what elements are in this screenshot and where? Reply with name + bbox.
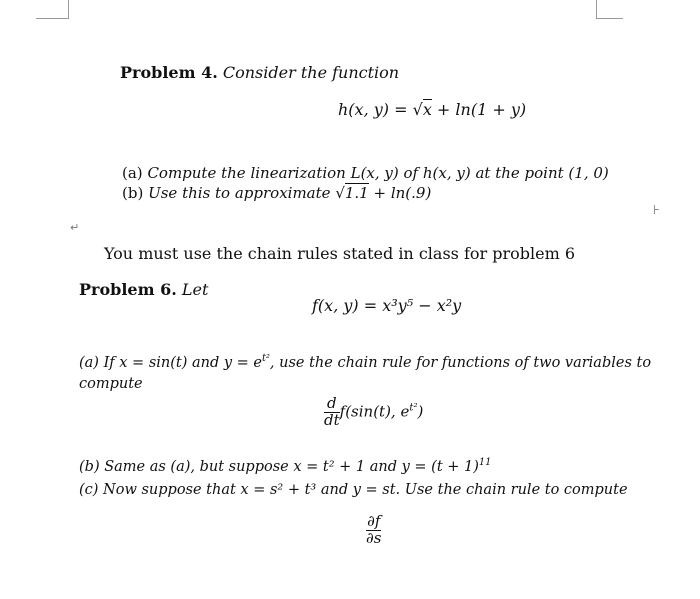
partial-fraction: [366, 514, 381, 547]
derivative-exponent: t²: [409, 402, 418, 414]
part-a-line1-rest: , use the chain rule for functions of two variables to: [269, 355, 652, 371]
problem-6-part-a-line2: compute: [79, 376, 143, 392]
partial-derivative: [366, 514, 381, 547]
partial-numerator: ∂f: [367, 512, 381, 530]
derivative-numerator: d: [324, 396, 340, 413]
part-a-exponent: t²: [262, 353, 270, 365]
part-b-label: (b): [122, 184, 144, 202]
derivative-body: f(sin(t), e: [339, 402, 410, 421]
chain-rule-note: You must use the chain rules stated in class for problem 6: [104, 244, 576, 263]
h-function-sqrt-arg: x: [422, 100, 432, 119]
part-b-6-text: (b) Same as (a), but suppose x = t² + 1 and y = (t + 1): [79, 459, 479, 475]
h-function-rest: + ln(1 + y): [431, 100, 527, 119]
part-b-text: Use this to approximate: [148, 184, 336, 202]
part-b-rest: + ln(.9): [368, 184, 432, 202]
problem-4-part-b: [122, 184, 431, 202]
part-a-line1-text: (a) If x = sin(t) and y = e: [79, 355, 262, 371]
cursor-mark-icon: ⊦: [653, 203, 660, 218]
partial-denominator: ∂s: [366, 528, 382, 547]
problem-6-part-c: (c) Now suppose that x = s² + t³ and y = st. Use the chain rule to compute: [79, 482, 628, 498]
part-a-label: (a): [122, 164, 143, 182]
derivative-denominator: dt: [324, 410, 340, 429]
problem-6-label: Problem 6.: [79, 280, 177, 299]
problem-4-heading: [120, 63, 399, 82]
problem-6-heading: [79, 280, 208, 299]
sqrt-symbol: √: [335, 184, 345, 202]
sqrt-symbol: √: [412, 100, 423, 119]
return-mark-icon: ↵: [70, 221, 80, 234]
derivative-expression: [324, 396, 423, 429]
problem-4-part-a: [122, 164, 609, 182]
problem-6-function: f(x, y) = x³y⁵ − x²y: [312, 296, 462, 315]
problem-6-part-a-line1: [79, 355, 651, 371]
problem-4-intro: Consider the function: [222, 63, 400, 82]
problem-4-function: [338, 100, 526, 119]
part-b-6-exponent: 11: [478, 457, 492, 469]
problem-6-intro: Let: [181, 280, 209, 299]
problem-6-part-b: [79, 459, 491, 475]
problem-4-label: Problem 4.: [120, 63, 218, 82]
part-b-sqrt-arg: 1.1: [344, 184, 369, 202]
derivative-close: ): [417, 402, 424, 421]
page-corner-top-left: [36, 0, 69, 19]
page-corner-top-right: [596, 0, 623, 19]
part-a-text: Compute the linearization L(x, y) of h(x, y) at the point (1, 0): [147, 164, 609, 182]
derivative-fraction: [324, 396, 340, 429]
h-function-lhs: h(x, y) =: [338, 100, 413, 119]
